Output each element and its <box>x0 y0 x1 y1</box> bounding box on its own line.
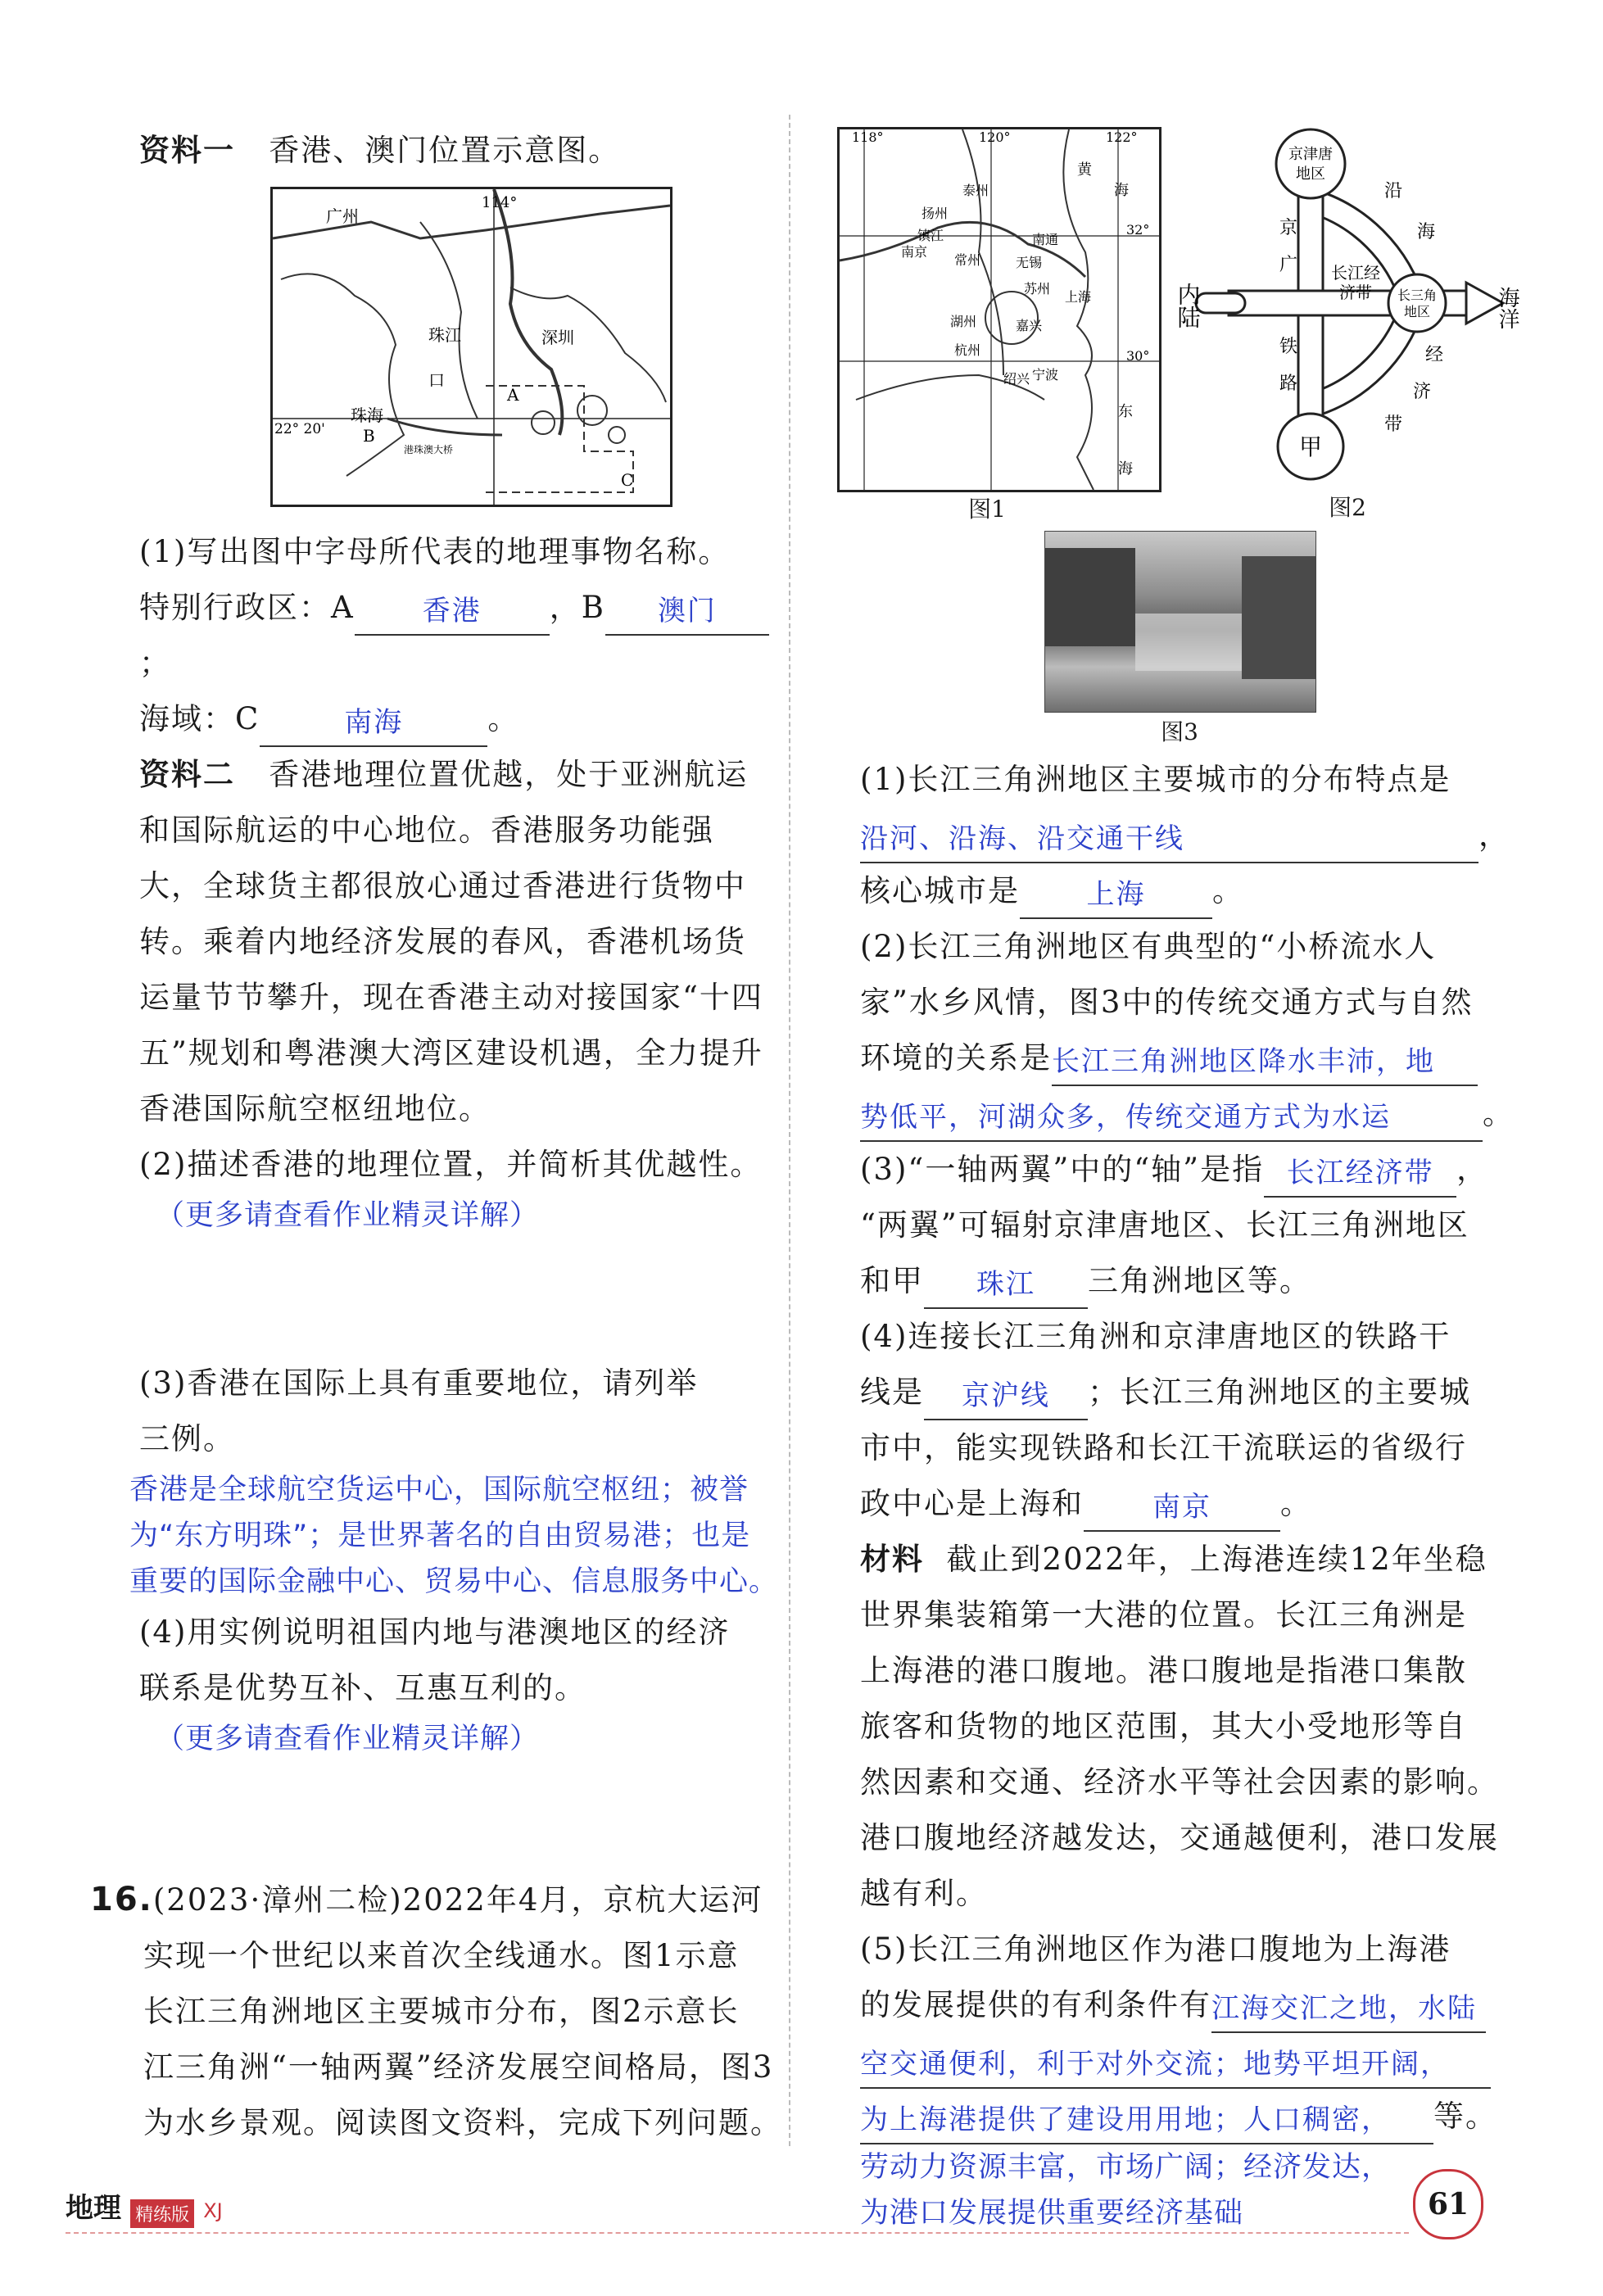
more-details-link[interactable]: （更多请查看作业精灵详解） <box>156 1199 540 1232</box>
material-2-line: 转。乘着内地经济发展的春风，香港机场货 <box>139 924 746 959</box>
fig2-csj: 长三角 <box>1397 288 1438 303</box>
answer-A[interactable]: 香港 <box>355 587 550 636</box>
fig1-taizhou: 泰州 <box>962 183 989 198</box>
figure-1-caption: 图1 <box>968 496 1006 523</box>
material-2-line1: 资料二 香港地理位置优越，处于亚洲航运 <box>139 757 749 792</box>
fig2-haiyang: 海洋 <box>1495 287 1519 329</box>
fig1-yangzhou: 扬州 <box>921 206 949 221</box>
p3-line3: 和甲 珠江 三角洲地区等。 <box>860 1253 1515 1309</box>
q16-line: 江三角洲“一轴两翼”经济发展空间格局，图3 <box>143 2049 774 2085</box>
fig1-shaoxing: 绍兴 <box>1003 371 1030 387</box>
p1-answer-row: 沿河、沿海、沿交通干线 ， <box>860 808 1515 863</box>
p2-line3: 环境的关系是长江三角洲地区降水丰沛，地 <box>860 1030 1515 1086</box>
fig2-ji: 济 <box>1413 382 1432 402</box>
fig1-ningbo: 宁波 <box>1032 367 1059 383</box>
fig1-shanghai: 上海 <box>1065 289 1092 305</box>
fig1-huzhou: 湖州 <box>950 314 977 329</box>
q1-title: (1)写出图中字母所代表的地理事物名称。 <box>139 534 731 569</box>
fig1-122: 122° <box>1106 129 1138 145</box>
fig1-dong: 东 <box>1118 403 1133 420</box>
answer-C[interactable]: 南海 <box>260 699 487 747</box>
q1-line2: 特别行政区：A 香港 ，B 澳门； <box>139 580 770 691</box>
p5-line2: 的发展提供的有利条件有江海交汇之地，水陆 <box>860 1977 1515 2033</box>
fig2-lu: 路 <box>1279 374 1298 394</box>
q3-title: (3)香港在国际上具有重要地位，请列举 <box>139 1365 699 1401</box>
p3-answer-2[interactable]: 珠江 <box>924 1261 1088 1309</box>
q1-line3: 海域：C 南海 。 <box>139 691 770 747</box>
p4-line4: 政中心是上海和 南京 。 <box>860 1476 1515 1532</box>
fig1-wuxi: 无锡 <box>1016 255 1043 270</box>
label-A: A <box>507 385 519 405</box>
fig1-jiaxing: 嘉兴 <box>1016 318 1043 333</box>
p5-answer-2[interactable]: 空交通便利，利于对外交流；地势平坦开阔， <box>860 2040 1491 2089</box>
q16-line1: 16.(2023·漳州二检)2022年4月，京杭大运河 <box>90 1881 763 1918</box>
p2-answer-2[interactable]: 势低平，河湖众多，传统交通方式为水运 <box>860 1094 1483 1142</box>
label-C: C <box>621 470 634 490</box>
p4-line2: 线是 京沪线 ；长江三角洲地区的主要城 <box>860 1365 1515 1420</box>
material-line: 越有利。 <box>860 1876 988 1911</box>
q3-answer-line: 为“东方明珠”；是世界著名的自由贸易港；也是 <box>129 1519 751 1552</box>
fig2-jia: 甲 <box>1298 433 1323 460</box>
p1-line3: 核心城市是 上海 。 <box>860 863 1515 919</box>
figure-1-svg <box>840 129 1159 490</box>
p1-title: (1)长江三角洲地区主要城市的分布特点是 <box>860 762 1451 797</box>
q16-line: 实现一个世纪以来首次全线通水。图1示意 <box>143 1938 740 1973</box>
fig2-yan: 沿 <box>1384 181 1403 202</box>
fig1-32: 32° <box>1126 222 1150 238</box>
fig2-jjt2: 地区 <box>1296 165 1325 183</box>
label-kou: 口 <box>428 370 445 390</box>
label-shenzhen: 深圳 <box>541 328 574 347</box>
p1-answer[interactable]: 沿河、沿海、沿交通干线 <box>860 815 1478 863</box>
material-2-line: 五”规划和粤港澳大湾区建设机遇，全力提升 <box>139 1035 763 1071</box>
answer-B[interactable]: 澳门 <box>605 587 769 636</box>
p1-answer-2[interactable]: 上海 <box>1020 871 1212 919</box>
page-footer <box>66 2185 1458 2228</box>
figure-3-caption: 图3 <box>1161 718 1198 745</box>
hk-macau-map-svg <box>273 189 670 505</box>
fig1-zhenjiang: 镇江 <box>917 228 944 243</box>
p4-answer-2[interactable]: 南京 <box>1084 1483 1280 1532</box>
p5-line4: 为上海港提供了建设用用地；人口稠密， 等。 <box>860 2089 1515 2144</box>
column-divider <box>789 115 790 2146</box>
fig1-changzhou: 常州 <box>954 252 981 268</box>
material-2-line: 和国际航运的中心地位。香港服务功能强 <box>139 813 714 848</box>
material-line: 然因素和交通、经济水平等社会因素的影响。 <box>860 1764 1499 1800</box>
water-town-photo <box>1044 531 1316 713</box>
p5-answer-5: 为港口发展提供重要经济基础 <box>860 2197 1244 2230</box>
fig2-hai: 海 <box>1417 222 1436 242</box>
material-line: 上海港的港口腹地。港口腹地是指港口集散 <box>860 1653 1467 1688</box>
q2-title: (2)描述香港的地理位置，并简析其优越性。 <box>139 1147 763 1182</box>
question-16 <box>90 1872 786 2151</box>
figure-2-diagram <box>1174 123 1524 491</box>
p4-answer-1[interactable]: 京沪线 <box>924 1372 1088 1420</box>
left-column <box>139 123 762 179</box>
fig2-jjt: 京津唐 <box>1288 146 1333 163</box>
q4-title-2: 联系是优势互补、互惠互利的。 <box>139 1670 586 1705</box>
fig1-hai2: 海 <box>1118 460 1133 478</box>
fig1-30: 30° <box>1126 348 1150 364</box>
footer-line <box>66 2232 1409 2234</box>
page-number: 61 <box>1413 2169 1483 2239</box>
right-questions <box>860 752 1515 2236</box>
fig1-huang: 黄 <box>1077 161 1092 179</box>
p4-line3: 市中，能实现铁路和长江干流联运的省级行 <box>860 1430 1467 1465</box>
footer-edition: XJ <box>203 2199 223 2222</box>
p5-answer-1[interactable]: 江海交汇之地，水陆 <box>1211 1985 1486 2033</box>
label-zhujiang: 珠江 <box>428 325 461 345</box>
label-B: B <box>363 426 375 446</box>
footer-badge: 精练版 <box>130 2199 194 2228</box>
fig1-hangzhou: 杭州 <box>954 342 981 358</box>
fig1-118: 118° <box>852 129 884 145</box>
fig1-nanjing: 南京 <box>901 244 928 260</box>
p2-title: (2)长江三角洲地区有典型的“小桥流水人 <box>860 929 1437 964</box>
left-q3-q4 <box>129 1356 786 1762</box>
fig1-suzhou: 苏州 <box>1024 281 1051 297</box>
material-line: 港口腹地经济越发达，交通越便利，港口发展 <box>860 1820 1499 1855</box>
q3-answer-line: 香港是全球航空货运中心，国际航空枢纽；被誉 <box>129 1474 749 1506</box>
material-2-line: 香港国际航空枢纽地位。 <box>139 1091 491 1126</box>
q4-title: (4)用实例说明祖国内地与港澳地区的经济 <box>139 1614 731 1650</box>
material-2-line: 运量节节攀升，现在香港主动对接国家“十四 <box>139 980 763 1015</box>
p2-line4: 势低平，河湖众多，传统交通方式为水运 。 <box>860 1086 1515 1142</box>
p5-line3 <box>860 2033 1515 2089</box>
p3-line1: (3)“一轴两翼”中的“轴”是指 长江经济带 ， <box>860 1142 1515 1198</box>
hk-macau-map <box>270 187 672 507</box>
fig2-neilu: 内陆 <box>1174 283 1202 328</box>
left-questions <box>139 524 770 1239</box>
fig2-csj2: 地区 <box>1403 304 1431 319</box>
fig2-tie: 铁 <box>1279 337 1298 357</box>
fig2-cjjjd2: 济带 <box>1339 283 1372 302</box>
fig2-cjjjd: 长江经 <box>1331 263 1380 283</box>
footer-subject: 地理 <box>66 2192 121 2225</box>
p5-title: (5)长江三角洲地区作为港口腹地为上海港 <box>860 1931 1451 1967</box>
fig2-dai: 带 <box>1384 414 1403 435</box>
label-zhuhai: 珠海 <box>351 405 383 425</box>
material-line1: 材料 截止到2022年，上海港连续12年坐稳 <box>860 1542 1488 1577</box>
fig2-jing: 京 <box>1279 218 1298 238</box>
fig1-nantong: 南通 <box>1032 232 1059 247</box>
p4-title: (4)连接长江三角洲和京津唐地区的铁路干 <box>860 1319 1451 1354</box>
material-2-line: 大，全球货主都很放心通过香港进行货物中 <box>139 868 746 903</box>
material-line: 旅客和货物的地区范围，其大小受地形等自 <box>860 1709 1467 1744</box>
fig1-hai: 海 <box>1114 182 1129 199</box>
material-1: 资料一 香港、澳门位置示意图。 <box>139 133 621 168</box>
fig1-120: 120° <box>979 129 1011 145</box>
label-lat: 22° 20' <box>274 421 325 437</box>
p5-answer-4: 劳动力资源丰富，市场广阔；经济发达， <box>860 2151 1392 2184</box>
material-line: 世界集装箱第一大港的位置。长江三角洲是 <box>860 1597 1467 1633</box>
figure-1-map <box>837 127 1161 492</box>
q3-answer-line: 重要的国际金融中心、贸易中心、信息服务中心。 <box>129 1565 779 1598</box>
label-114: 114° <box>482 194 518 211</box>
q16-line: 为水乡景观。阅读图文资料，完成下列问题。 <box>143 2105 782 2140</box>
p3-answer-1[interactable]: 长江经济带 <box>1264 1149 1456 1198</box>
q16-line: 长江三角洲地区主要城市分布，图2示意长 <box>143 1994 740 2029</box>
p2-answer-1[interactable]: 长江三角洲地区降水丰沛，地 <box>1052 1038 1478 1086</box>
q3-title-2: 三例。 <box>139 1421 235 1456</box>
label-bridge: 港珠澳大桥 <box>404 444 454 455</box>
label-guangzhou: 广州 <box>326 206 359 226</box>
p5-answer-3[interactable]: 为上海港提供了建设用用地；人口稠密， <box>860 2096 1433 2144</box>
p3-line2: “两翼”可辐射京津唐地区、长江三角洲地区 <box>860 1207 1469 1243</box>
more-details-link[interactable]: （更多请查看作业精灵详解） <box>156 1723 540 1755</box>
figure-2-caption: 图2 <box>1329 494 1366 521</box>
fig2-guang: 广 <box>1279 255 1298 275</box>
fig2-jing-econ: 经 <box>1425 345 1444 365</box>
p2-line2: 家”水乡风情，图3中的传统交通方式与自然 <box>860 985 1474 1020</box>
figure-2-svg <box>1174 123 1524 491</box>
